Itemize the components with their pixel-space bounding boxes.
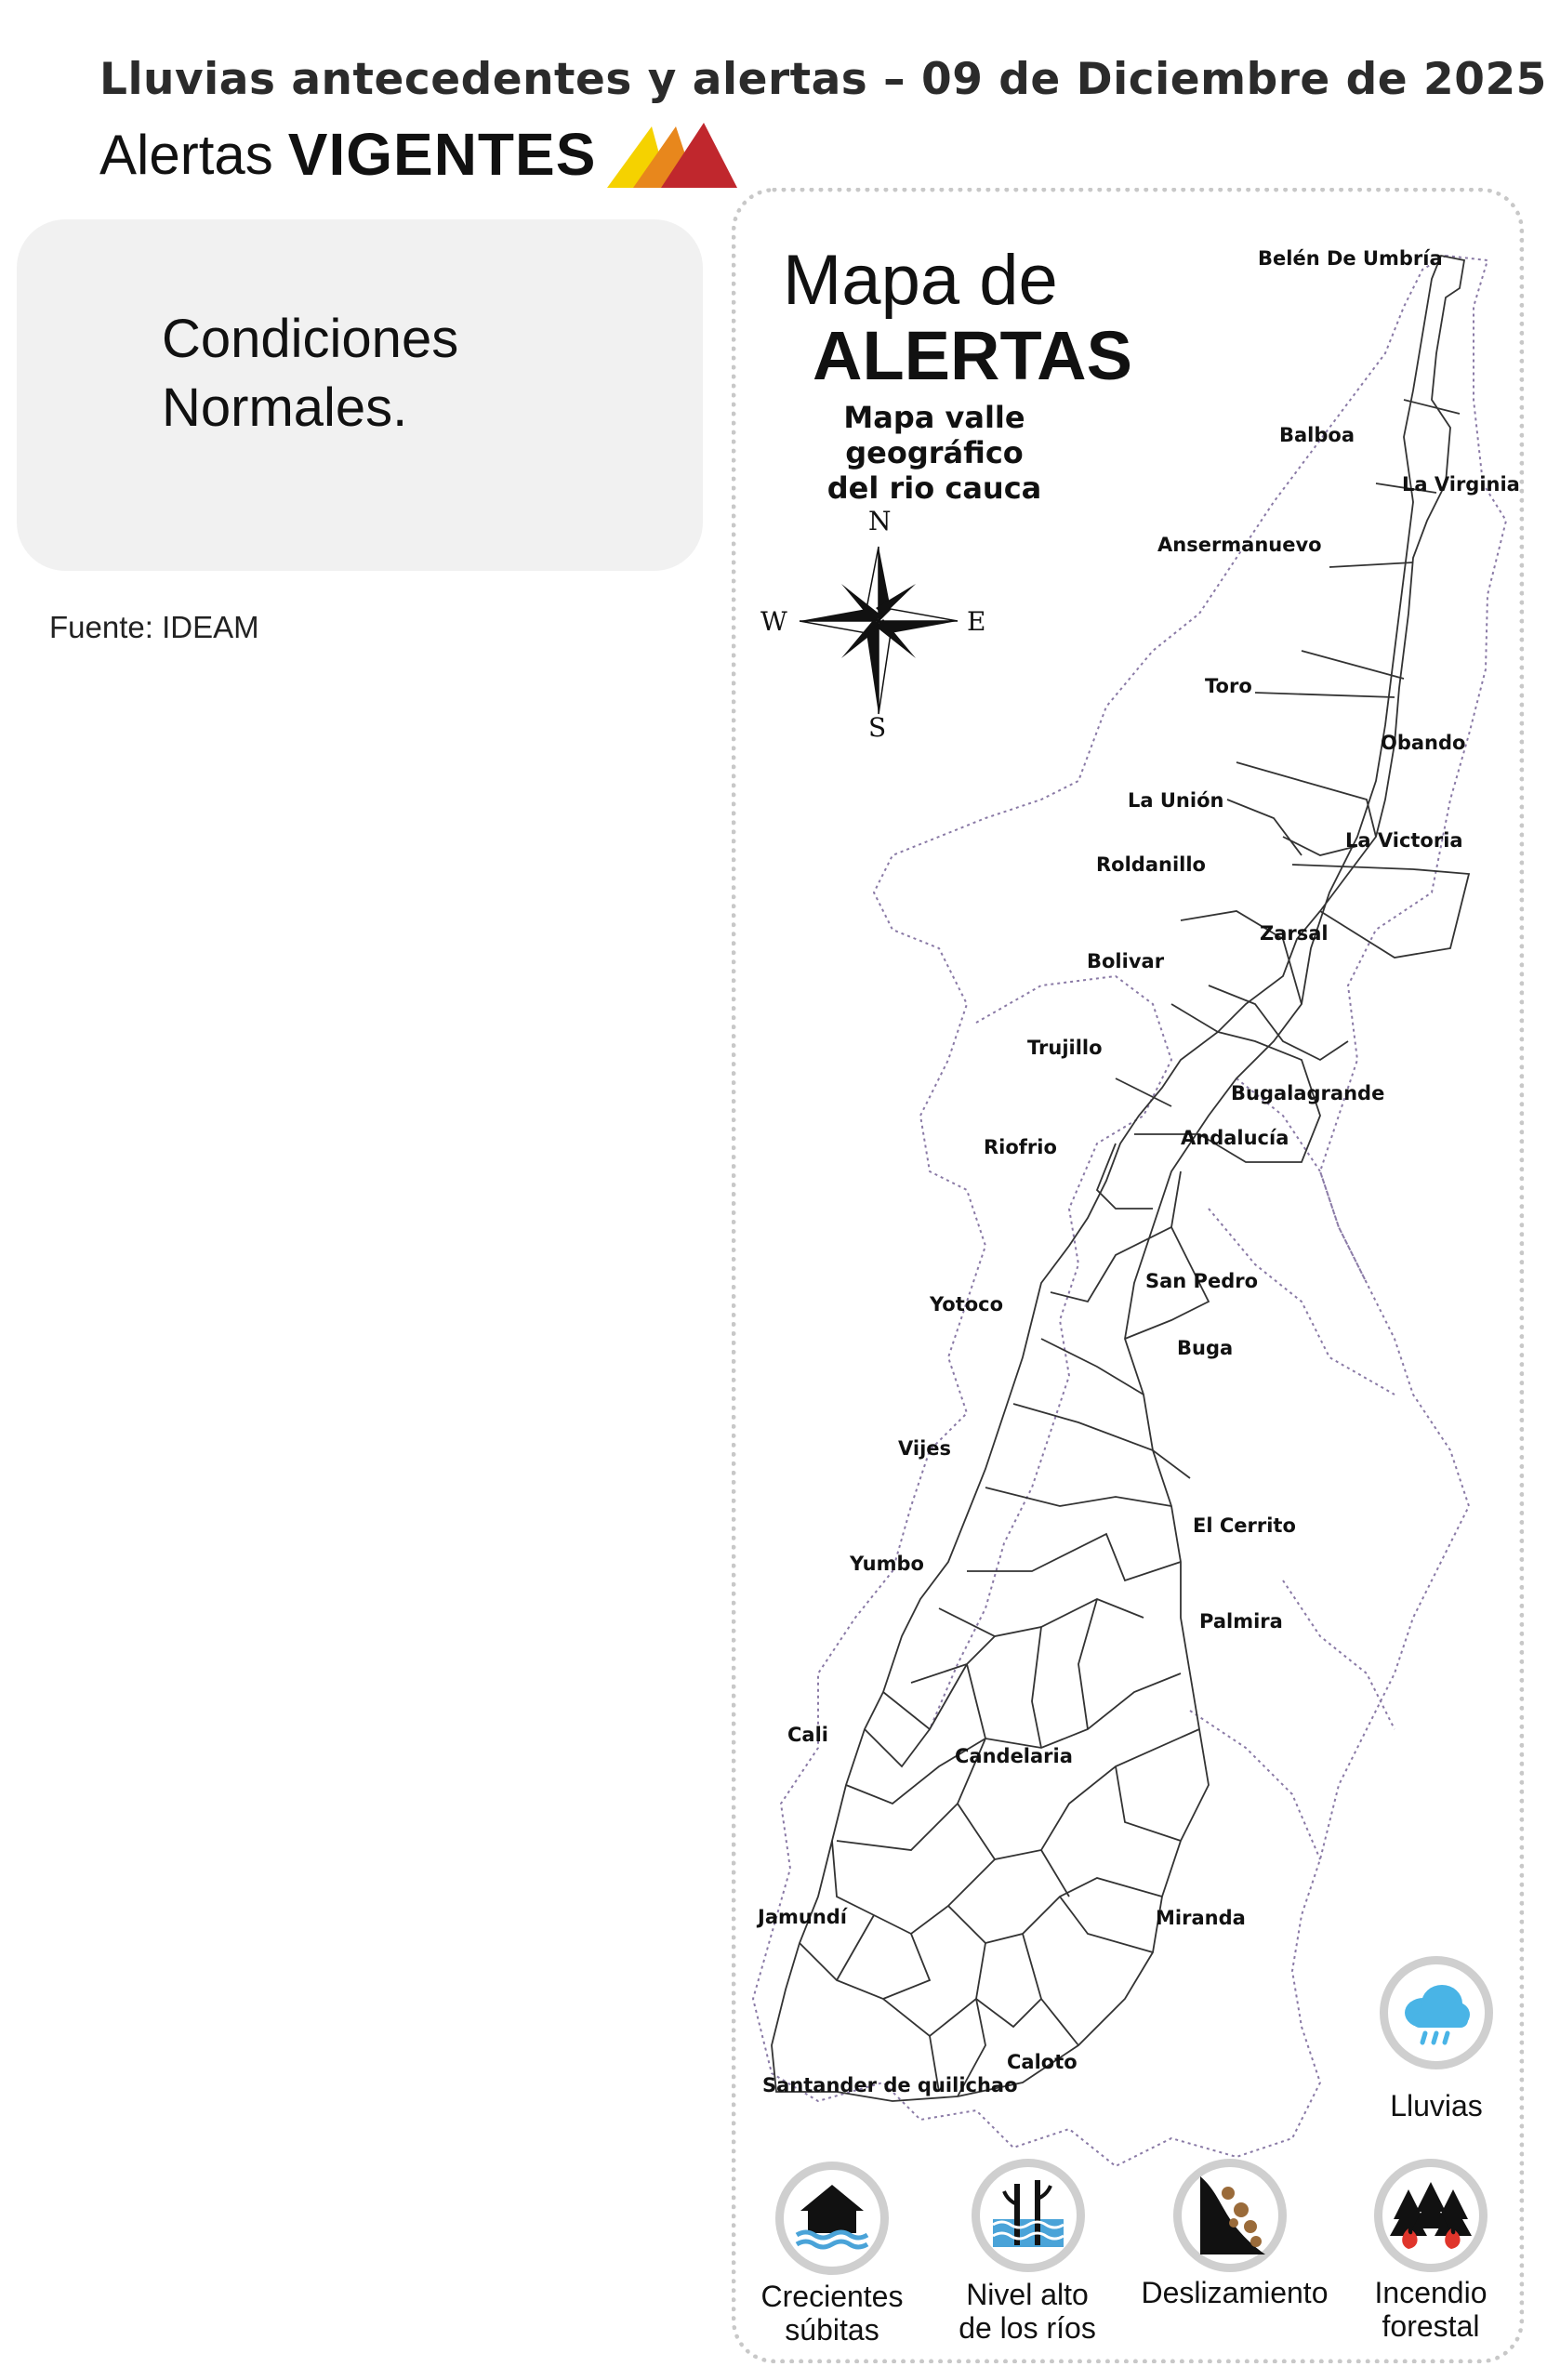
brand-text-light: Alertas [99,123,273,186]
town-label: San Pedro [1145,1270,1259,1292]
compass-n: N [868,506,892,536]
legend-incendio-line-1: Incendio [1374,2276,1488,2309]
town-label: Caloto [1007,2051,1078,2073]
brand-text-bold: VIGENTES [287,121,597,188]
legend-crecientes-line-2: súbitas [785,2313,879,2347]
river-level-icon [980,2167,1077,2264]
town-label: Balboa [1279,424,1355,446]
town-label: Yotoco [930,1293,1004,1316]
town-label: Bolivar [1087,950,1165,972]
compass-s: S [868,712,887,743]
town-label: Ansermanuevo [1157,534,1322,556]
landslide-icon [1182,2167,1278,2264]
town-label: La Unión [1128,789,1224,812]
map-subtitle-line-2: del rio cauca [826,470,1042,506]
town-label: Bugalagrande [1231,1082,1385,1104]
wildfire-legend-circle [1374,2159,1488,2272]
page-title: Lluvias antecedentes y alertas – 09 de Diciembre de 2025 [99,54,1547,105]
legend-deslizamiento-label: Deslizamiento [1141,2276,1329,2309]
town-label: Palmira [1199,1610,1283,1633]
legend-nivel-label [939,2278,1116,2345]
conditions-line-1: Condiciones [162,309,459,369]
town-label: Roldanillo [1096,853,1206,876]
town-label: Cali [787,1724,828,1746]
town-label: La Victoria [1345,829,1463,852]
town-label: Vijes [898,1437,952,1460]
town-label: Candelaria [955,1745,1073,1767]
forest-fire-icon [1382,2167,1479,2264]
town-label: Belén De Umbría [1258,247,1443,270]
map-subtitle-line-1: Mapa valle geográfico [843,400,1025,470]
town-label: La Virginia [1402,473,1520,496]
compass-e: E [967,606,986,637]
legend-crecientes-line-1: Crecientes [760,2280,904,2313]
flash-flood-legend-circle [775,2162,889,2275]
town-label: Miranda [1156,1907,1246,1929]
town-label: Trujillo [1027,1037,1103,1059]
town-label: Andalucía [1181,1127,1289,1149]
legend-crecientes-label [744,2280,920,2347]
landslide-legend-circle [1173,2159,1287,2272]
town-label: Jamundí [758,1906,847,1928]
conditions-line-2: Normales. [162,377,408,438]
town-label: Toro [1205,675,1252,697]
town-label: Yumbo [850,1553,924,1575]
source-label: Fuente: IDEAM [49,610,259,644]
compass-w: W [760,606,787,637]
town-label: Buga [1177,1337,1234,1359]
legend-incendio-line-2: forestal [1382,2309,1480,2343]
map-title-line-1: Mapa de [783,241,1058,320]
rain-legend-circle [1380,1956,1493,2069]
town-label: Riofrio [984,1136,1057,1158]
rain-cloud-icon [1388,1964,1485,2061]
flooded-house-icon [784,2170,880,2267]
legend-lluvias-label: Lluvias [1390,2089,1483,2122]
legend-incendio-label [1344,2276,1517,2343]
legend-nivel-line-2: de los ríos [959,2311,1096,2345]
basin-dotted-boundary [753,256,1506,2166]
town-label: El Cerrito [1193,1514,1296,1537]
legend-nivel-line-1: Nivel alto [966,2278,1089,2311]
town-label: Obando [1381,732,1466,754]
town-label: Santander de quilichao [762,2074,1018,2096]
compass-rose-icon [760,506,985,743]
town-label: Zarsal [1260,922,1329,945]
river-level-legend-circle [972,2159,1085,2272]
map-title-line-2: ALERTAS [813,317,1132,394]
